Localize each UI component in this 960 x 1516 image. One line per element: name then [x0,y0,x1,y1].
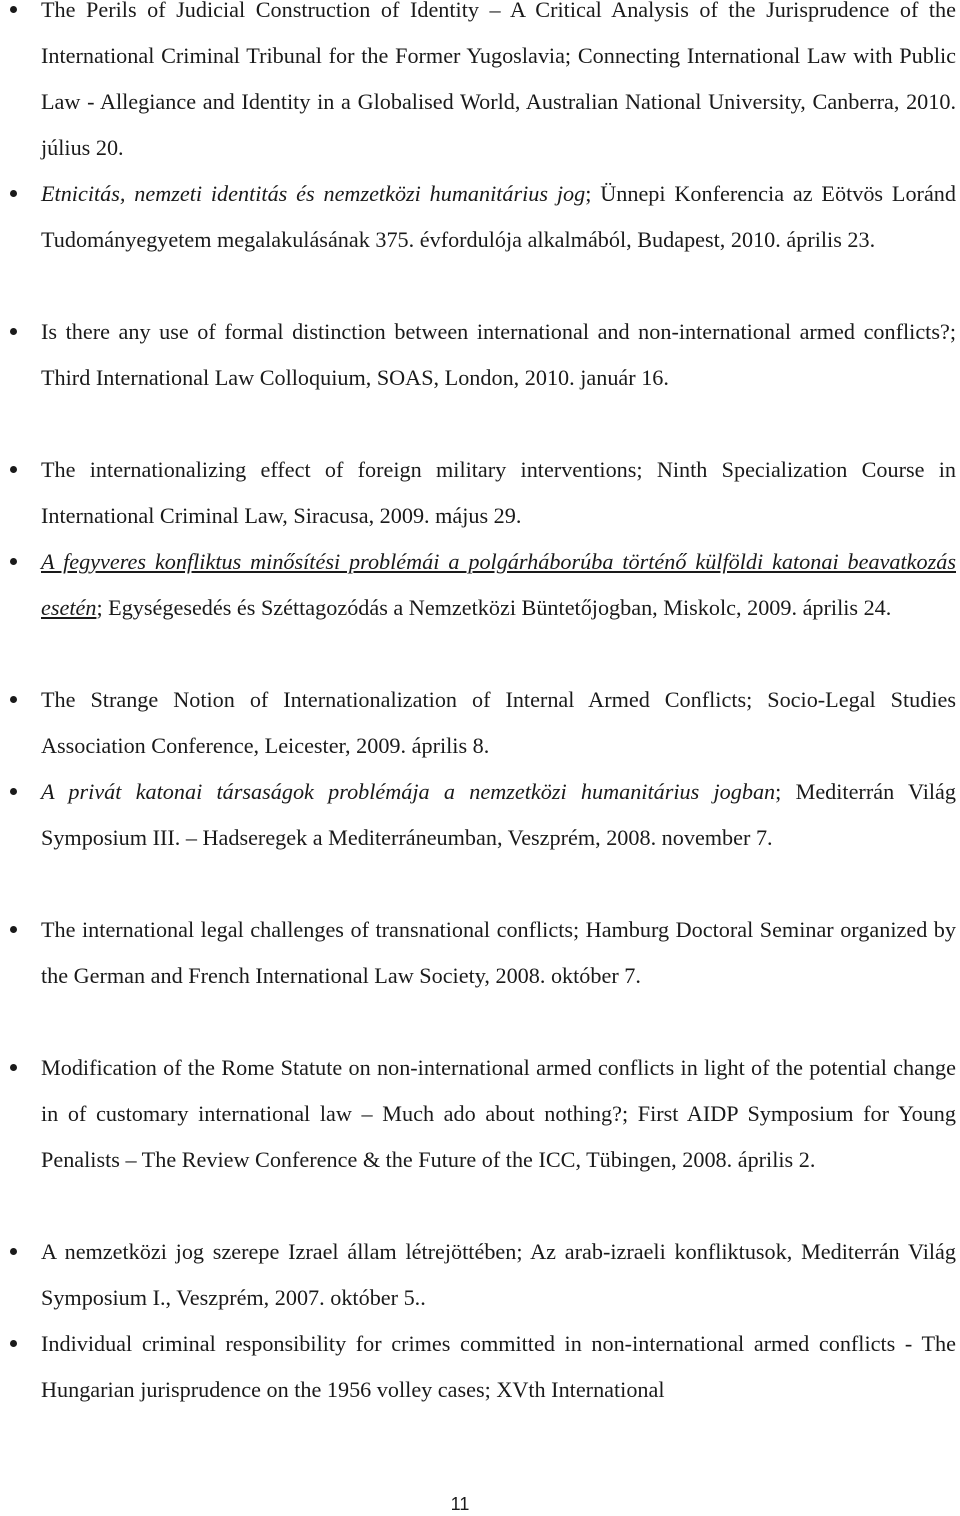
list-item-text: Individual criminal responsibility for crimes committed in non-international armed conflicts - The Hungarian jurisprudence on the 1956 volley cases; XVth International [41,1331,956,1402]
list-item-title: A privát katonai társaságok problémája a nemzetközi humanitárius jogban [41,779,776,804]
list-item-text: A nemzetközi jog szerepe Izrael állam létrejöttében; Az arab-izraeli konfliktusok, Mediterrán Világ Symposium I., Veszprém, 2007. október 5.. [41,1239,956,1310]
bullet-icon [10,466,17,473]
bullet-icon [10,1340,17,1347]
bullet-icon [10,1064,17,1071]
list-item-title: Etnicitás, nemzeti identitás és nemzetközi humanitárius jog [41,181,586,206]
bullet-icon [10,926,17,933]
list-item-text: Etnicitás, nemzeti identitás és nemzetközi humanitárius jog; Ünnepi Konferencia az Eötvös Loránd Tudományegyetem megalakulásának 375. évfordulója alkalmából, Budapest, 2010. április 23. [41,181,956,252]
list-item-text: Is there any use of formal distinction between international and non-international armed conflicts?; Third International Law Colloquium, SOAS, London, 2010. január 16. [41,319,956,390]
list-item-text: The Perils of Judicial Construction of Identity – A Critical Analysis of the Jurisprudence of the International Criminal Tribunal for the Former Yugoslavia; Connecting International Law with Public Law - Allegiance and Identity in a Globalised World, Australian National University, Canberra, 2010. július 20. [41,0,956,160]
list-item-text: A fegyveres konfliktus minősítési problémái a polgárháborúba történő külföldi katonai beavatkozás esetén; Egységesedés és Széttagozódás a Nemzetközi Büntetőjogban, Miskolc, 2009. április 24. [41,549,956,620]
bullet-icon [10,1248,17,1255]
bullet-icon [10,558,17,565]
bullet-icon [10,788,17,795]
list-item-text: The Strange Notion of Internationalization of Internal Armed Conflicts; Socio-Legal Studies Association Conference, Leicester, 2009. április 8. [41,687,956,758]
list-item-title: A fegyveres konfliktus minősítési problémái a polgárháborúba történő külföldi katonai beavatkozás esetén [41,549,956,620]
bullet-icon [10,328,17,335]
bullet-icon [10,696,17,703]
list-item-text: The internationalizing effect of foreign military interventions; Ninth Specialization Course in International Criminal Law, Siracusa, 2009. május 29. [41,457,956,528]
page-number: 11 [450,1494,470,1514]
list-item-text: The international legal challenges of transnational conflicts; Hamburg Doctoral Seminar organized by the German and French International Law Society, 2008. október 7. [41,917,956,988]
bullet-icon [10,190,17,197]
list-item-text: Modification of the Rome Statute on non-international armed conflicts in light of the potential change in of customary international law – Much ado about nothing?; First AIDP Symposium for Young Penalists – The Review Conference & the Future of the ICC, Tübingen, 2008. április 2. [41,1055,956,1172]
list-item-text: A privát katonai társaságok problémája a nemzetközi humanitárius jogban; Mediterrán Világ Symposium III. – Hadseregek a Mediterráneumban, Veszprém, 2008. november 7. [41,779,956,850]
bullet-icon [10,6,17,13]
